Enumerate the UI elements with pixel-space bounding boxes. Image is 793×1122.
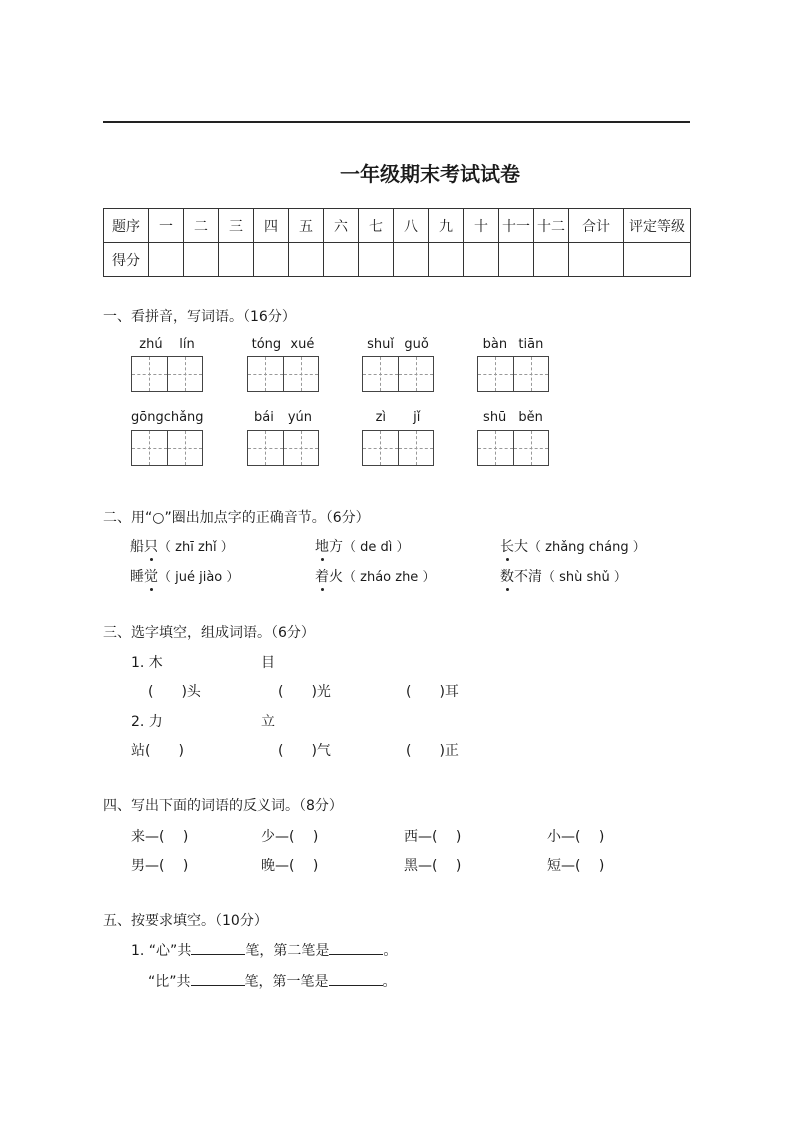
pronunciation-item <box>315 566 435 586</box>
pronunciation-item <box>500 566 627 586</box>
pinyin-options[interactable]: （ zhǎng cháng ） <box>528 540 646 555</box>
word-char: 方 <box>329 539 343 555</box>
word-char: 船 <box>130 539 144 555</box>
grid-cell[interactable] <box>132 357 168 391</box>
table-cell: 得分 <box>104 243 149 277</box>
antonym-item[interactable]: 晚—( ) <box>261 858 319 874</box>
text: “比”共 <box>148 974 191 990</box>
score-input-cell[interactable] <box>359 243 394 277</box>
word-char: 睡 <box>130 569 144 585</box>
pinyin-syllable: guǒ <box>404 337 429 352</box>
pinyin-syllable: bàn <box>482 337 508 352</box>
writing-grid[interactable] <box>131 356 203 392</box>
word-char: 火 <box>329 569 343 585</box>
score-input-cell[interactable] <box>429 243 464 277</box>
text: 。 <box>382 974 397 990</box>
score-input-cell[interactable] <box>184 243 219 277</box>
pronunciation-item <box>130 566 239 586</box>
table-row <box>104 209 691 243</box>
grid-cell[interactable] <box>248 431 284 465</box>
section-4-heading: 四、写出下面的词语的反义词。（8分） <box>103 798 343 814</box>
writing-grid[interactable] <box>247 430 319 466</box>
word-char: 大 <box>514 539 528 555</box>
score-input-cell[interactable] <box>219 243 254 277</box>
fill-blank[interactable]: ( )气 <box>278 743 331 759</box>
pinyin-syllable: gōng <box>131 410 164 425</box>
pinyin-syllable: chǎng <box>163 410 204 425</box>
pinyin-syllable: běn <box>518 410 543 425</box>
word-char: 数 <box>500 569 514 585</box>
blank[interactable] <box>329 973 383 986</box>
header-rule <box>103 121 690 123</box>
text: 。 <box>383 943 398 959</box>
fill-blank[interactable]: ( )正 <box>406 743 459 759</box>
pinyin-syllable: xué <box>290 337 315 352</box>
blank[interactable] <box>329 942 383 955</box>
antonym-item[interactable]: 少—( ) <box>261 829 319 845</box>
word-char: 觉 <box>144 569 158 585</box>
table-row <box>104 243 691 277</box>
section-1-heading: 一、看拼音，写词语。（16分） <box>103 309 296 325</box>
score-input-cell[interactable] <box>149 243 184 277</box>
pinyin-label <box>131 337 203 352</box>
pinyin-options[interactable]: （ jué jiào ） <box>158 570 240 585</box>
pinyin-syllable: zhú <box>139 337 163 352</box>
score-table <box>103 208 691 277</box>
pinyin-label <box>247 410 319 425</box>
grid-cell[interactable] <box>284 357 319 391</box>
table-cell: 十 <box>464 209 499 243</box>
pronunciation-item <box>130 536 234 556</box>
table-cell: 七 <box>359 209 394 243</box>
page-title: 一年级期末考试试卷 <box>340 162 520 186</box>
grid-cell[interactable] <box>514 357 549 391</box>
score-input-cell[interactable] <box>324 243 359 277</box>
pinyin-syllable: bái <box>253 410 274 425</box>
score-input-cell[interactable] <box>569 243 624 277</box>
writing-grid[interactable] <box>247 356 319 392</box>
q2-alt: 立 <box>261 714 275 730</box>
antonym-item[interactable]: 来—( ) <box>131 829 189 845</box>
section-2-heading: 二、用“○”圈出加点字的正确音节。（6分） <box>103 510 370 526</box>
table-cell: 五 <box>289 209 324 243</box>
word-char: 地 <box>315 539 329 555</box>
table-cell: 八 <box>394 209 429 243</box>
score-input-cell[interactable] <box>624 243 691 277</box>
table-cell: 十一 <box>499 209 534 243</box>
pinyin-label <box>362 410 434 425</box>
grid-cell[interactable] <box>363 431 399 465</box>
antonym-item[interactable]: 西—( ) <box>404 829 462 845</box>
fill-line-2 <box>148 971 397 991</box>
text: 1. “心”共 <box>131 943 192 959</box>
pinyin-syllable: zì <box>375 410 387 425</box>
fill-blank[interactable]: ( )耳 <box>406 684 459 700</box>
q2-label: 2. 力 <box>131 714 163 730</box>
pinyin-syllable: lín <box>179 337 195 352</box>
grid-cell[interactable] <box>478 357 514 391</box>
fill-blank[interactable]: 站( ) <box>131 743 184 759</box>
text: 笔，第二笔是 <box>245 943 330 959</box>
grid-cell[interactable] <box>514 431 549 465</box>
pinyin-syllable: shū <box>483 410 507 425</box>
pronunciation-item <box>500 536 646 556</box>
writing-grid[interactable] <box>477 356 549 392</box>
writing-grid[interactable] <box>362 430 434 466</box>
table-cell: 十二 <box>534 209 569 243</box>
antonym-item[interactable]: 黑—( ) <box>404 858 462 874</box>
fill-line-1 <box>131 940 397 960</box>
grid-cell[interactable] <box>478 431 514 465</box>
antonym-item[interactable]: 男—( ) <box>131 858 189 874</box>
q1-label: 1. 木 <box>131 655 163 671</box>
score-input-cell[interactable] <box>254 243 289 277</box>
q1-alt: 目 <box>261 655 275 671</box>
score-input-cell[interactable] <box>464 243 499 277</box>
text: 笔，第一笔是 <box>244 974 329 990</box>
pinyin-label <box>477 410 549 425</box>
grid-cell[interactable] <box>399 431 434 465</box>
fill-blank[interactable]: ( )光 <box>278 684 331 700</box>
grid-cell[interactable] <box>168 357 203 391</box>
grid-cell[interactable] <box>248 357 284 391</box>
score-input-cell[interactable] <box>534 243 569 277</box>
section-5-heading: 五、按要求填空。（10分） <box>103 913 268 929</box>
pinyin-label <box>131 410 203 425</box>
table-cell: 四 <box>254 209 289 243</box>
pinyin-syllable: yún <box>287 410 312 425</box>
score-input-cell[interactable] <box>499 243 534 277</box>
table-cell: 六 <box>324 209 359 243</box>
table-cell: 一 <box>149 209 184 243</box>
score-input-cell[interactable] <box>289 243 324 277</box>
score-input-cell[interactable] <box>394 243 429 277</box>
blank[interactable] <box>191 942 245 955</box>
pinyin-label <box>247 337 319 352</box>
antonym-item[interactable]: 短—( ) <box>547 858 605 874</box>
pinyin-syllable: tiān <box>518 337 544 352</box>
blank[interactable] <box>191 973 245 986</box>
fill-blank[interactable]: ( )头 <box>148 684 201 700</box>
word-char: 着 <box>315 569 329 585</box>
table-cell: 九 <box>429 209 464 243</box>
table-cell: 评定等级 <box>624 209 691 243</box>
pinyin-options[interactable]: （ shù shǔ ） <box>542 570 627 585</box>
pronunciation-item <box>315 536 410 556</box>
section-3-heading: 三、选字填空，组成词语。（6分） <box>103 625 315 641</box>
table-cell: 二 <box>184 209 219 243</box>
word-char: 不清 <box>514 569 542 585</box>
writing-grid[interactable] <box>362 356 434 392</box>
writing-grid[interactable] <box>131 430 203 466</box>
pinyin-label <box>477 337 549 352</box>
table-cell: 题序 <box>104 209 149 243</box>
pinyin-options[interactable]: （ de dì ） <box>343 540 410 555</box>
grid-cell[interactable] <box>284 431 319 465</box>
pinyin-label <box>362 337 434 352</box>
pinyin-options[interactable]: （ zhī zhǐ ） <box>158 540 234 555</box>
antonym-item[interactable]: 小—( ) <box>547 829 605 845</box>
grid-cell[interactable] <box>399 357 434 391</box>
pinyin-syllable: jǐ <box>413 410 421 425</box>
pinyin-options[interactable]: （ zháo zhe ） <box>343 570 436 585</box>
grid-cell[interactable] <box>132 431 168 465</box>
writing-grid[interactable] <box>477 430 549 466</box>
table-cell: 三 <box>219 209 254 243</box>
word-char: 只 <box>144 539 158 555</box>
pinyin-syllable: shuǐ <box>367 337 395 352</box>
grid-cell[interactable] <box>363 357 399 391</box>
table-cell: 合计 <box>569 209 624 243</box>
grid-cell[interactable] <box>168 431 203 465</box>
pinyin-syllable: tóng <box>251 337 282 352</box>
word-char: 长 <box>500 539 514 555</box>
